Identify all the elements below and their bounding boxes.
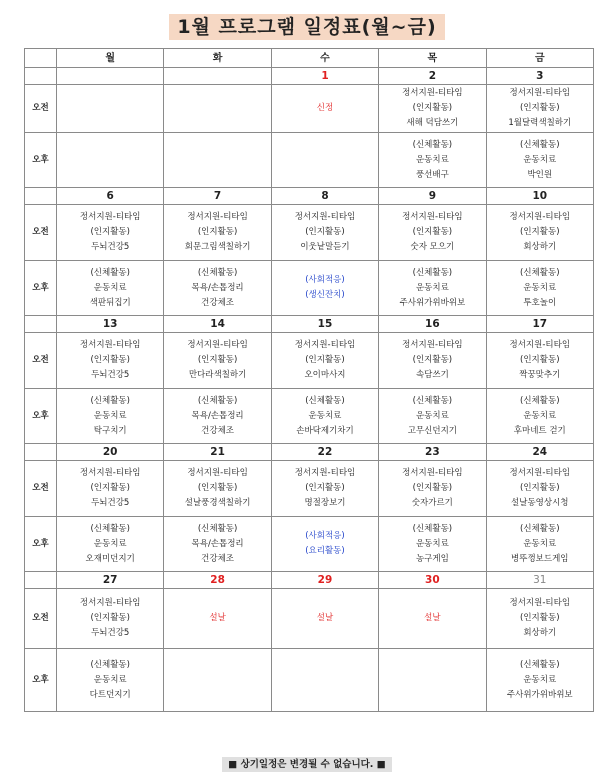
footer-wrap <box>0 752 614 772</box>
activity-line: (인지활동) <box>90 483 130 493</box>
activity-line: (신체활동) <box>90 659 130 670</box>
activity-line: (인지활동) <box>412 355 453 365</box>
morning-row <box>25 85 594 133</box>
date-number <box>164 68 271 85</box>
schedule-cell <box>379 85 486 133</box>
activity-line: 건강체조 <box>201 553 235 564</box>
activity-line: 설날 <box>316 613 334 623</box>
activity-line: (신체활동) <box>197 523 238 534</box>
afternoon-label: 오후 <box>25 389 57 444</box>
activity-line: 다트던지기 <box>89 689 131 700</box>
activity-line: 두뇌건강5 <box>91 242 130 252</box>
activity-line: 정서지원-티타임 <box>187 340 248 350</box>
activity-line: (인지활동) <box>520 103 560 113</box>
date-number: 20 <box>57 444 164 461</box>
activity-line: 운동치료 <box>93 410 127 421</box>
activity-line: 운동치료 <box>523 282 557 293</box>
activity-line: 건강체조 <box>201 425 235 436</box>
afternoon-row <box>25 517 594 572</box>
afternoon-label: 오후 <box>25 261 57 316</box>
date-number: 31 <box>486 572 593 589</box>
schedule-cell <box>379 461 486 517</box>
activity-line: (신체활동) <box>412 267 453 278</box>
activity-line: 회상하기 <box>523 242 557 252</box>
date-number: 8 <box>271 188 378 205</box>
date-number: 16 <box>379 316 486 333</box>
schedule-cell <box>164 461 271 517</box>
activity-line: 정서지원-티타임 <box>294 340 356 350</box>
activity-line: 정서지원-티타임 <box>509 598 571 608</box>
schedule-cell <box>486 389 593 444</box>
activity-line: (사회적응) <box>305 275 345 285</box>
weekday-header-row <box>25 49 594 68</box>
activity-line: 숫자가르기 <box>411 498 453 508</box>
activity-line: 박인원 <box>527 169 553 180</box>
activity-line: 고무신던지기 <box>407 425 457 436</box>
date-number: 6 <box>57 188 164 205</box>
activity-line: 운동치료 <box>523 154 557 165</box>
activity-line: 회상하기 <box>523 628 557 638</box>
schedule-cell <box>57 461 164 517</box>
activity-line: (인지활동) <box>305 483 345 493</box>
activity-line: 정서지원-티타임 <box>79 598 141 608</box>
activity-line: (신체활동) <box>520 659 560 670</box>
morning-label: 오전 <box>25 589 57 649</box>
activity-line: 운동치료 <box>415 154 449 165</box>
date-row-label <box>25 316 57 333</box>
activity-line: (인지활동) <box>412 103 453 113</box>
activity-line: 주사위가위바위보 <box>399 297 466 308</box>
morning-label: 오전 <box>25 205 57 261</box>
date-number: 28 <box>164 572 271 589</box>
activity-line: (인지활동) <box>305 355 345 365</box>
activity-line: 목욕/손톱정리 <box>191 410 244 421</box>
activity-line: 신정 <box>316 103 334 113</box>
schedule-cell <box>164 261 271 316</box>
activity-line: 운동치료 <box>523 410 557 421</box>
activity-line: (인지활동) <box>412 483 453 493</box>
schedule-cell <box>57 85 164 133</box>
activity-line: (인지활동) <box>197 355 238 365</box>
activity-line: (신체활동) <box>412 523 453 534</box>
page-title: 1월 프로그램 일정표(월~금) <box>169 14 444 40</box>
schedule-cell <box>57 389 164 444</box>
schedule-cell <box>379 205 486 261</box>
activity-line: 정서지원-티타임 <box>509 88 571 98</box>
activity-line: (신체활동) <box>197 267 238 278</box>
weekday-header: 수 <box>271 49 378 68</box>
activity-line: 속담쓰기 <box>415 370 449 380</box>
schedule-cell <box>486 461 593 517</box>
schedule-cell <box>379 517 486 572</box>
activity-line: (인지활동) <box>520 355 560 365</box>
afternoon-label: 오후 <box>25 133 57 188</box>
activity-line: 숫자 모으기 <box>410 242 455 252</box>
schedule-cell <box>271 333 378 389</box>
activity-line: 운동치료 <box>523 538 557 549</box>
schedule-cell <box>379 649 486 712</box>
activity-line: 두뇌건강5 <box>91 498 130 508</box>
activity-line: 정서지원-티타임 <box>187 468 248 478</box>
date-number: 24 <box>486 444 593 461</box>
morning-row <box>25 589 594 649</box>
activity-line: 설날 <box>424 613 441 623</box>
schedule-cell <box>379 133 486 188</box>
activity-line: 농구게임 <box>415 553 449 564</box>
schedule-cell <box>164 649 271 712</box>
weekday-header: 목 <box>379 49 486 68</box>
activity-line: (신체활동) <box>520 139 560 150</box>
schedule-cell <box>271 589 378 649</box>
date-number: 3 <box>486 68 593 85</box>
date-row <box>25 188 594 205</box>
afternoon-label: 오후 <box>25 649 57 712</box>
activity-line: 이웃낱말듣기 <box>300 242 350 252</box>
activity-line: 운동치료 <box>93 674 127 685</box>
header-corner <box>25 49 57 68</box>
activity-line: 정서지원-티타임 <box>79 468 141 478</box>
activity-line: (사회적응) <box>305 531 345 541</box>
title-wrap <box>0 14 614 40</box>
date-row-label <box>25 572 57 589</box>
activity-line: (신체활동) <box>90 395 130 406</box>
schedule-cell <box>164 517 271 572</box>
schedule-cell <box>164 205 271 261</box>
schedule-cell <box>164 333 271 389</box>
activity-line: 정서지원-티타임 <box>402 340 463 350</box>
activity-line: (신체활동) <box>305 395 345 406</box>
weekday-header: 화 <box>164 49 271 68</box>
activity-line: 주사위가위바위보 <box>506 689 573 700</box>
date-number: 23 <box>379 444 486 461</box>
schedule-cell <box>486 333 593 389</box>
afternoon-row <box>25 261 594 316</box>
schedule-cell <box>164 85 271 133</box>
activity-line: 운동치료 <box>415 410 449 421</box>
schedule-cell <box>271 389 378 444</box>
date-number: 9 <box>379 188 486 205</box>
activity-line: (인지활동) <box>197 483 238 493</box>
schedule-cell <box>57 333 164 389</box>
date-number: 30 <box>379 572 486 589</box>
activity-line: (신체활동) <box>412 139 453 150</box>
schedule-cell <box>164 389 271 444</box>
schedule-cell <box>164 589 271 649</box>
date-row-label <box>25 444 57 461</box>
schedule-cell <box>57 133 164 188</box>
activity-line: (신체활동) <box>520 267 560 278</box>
activity-line: 명절장보기 <box>304 498 346 508</box>
activity-line: 후마네트 걷기 <box>513 425 566 436</box>
date-number: 7 <box>164 188 271 205</box>
schedule-table <box>24 48 594 712</box>
date-number: 10 <box>486 188 593 205</box>
activity-line: 새해 덕담쓰기 <box>406 118 459 128</box>
date-number: 2 <box>379 68 486 85</box>
activity-line: 운동치료 <box>93 538 127 549</box>
schedule-cell <box>164 133 271 188</box>
activity-line: 운동치료 <box>415 538 449 549</box>
date-number: 27 <box>57 572 164 589</box>
activity-line: (신체활동) <box>197 395 238 406</box>
date-row-label <box>25 68 57 85</box>
activity-line: (신체활동) <box>412 395 453 406</box>
date-number: 29 <box>271 572 378 589</box>
schedule-cell <box>486 517 593 572</box>
activity-line: (신체활동) <box>520 395 560 406</box>
activity-line: 짝꿍맞추기 <box>519 370 561 380</box>
activity-line: (인지활동) <box>90 613 130 623</box>
afternoon-row <box>25 649 594 712</box>
schedule-cell <box>271 205 378 261</box>
activity-line: (인지활동) <box>412 227 453 237</box>
date-number: 14 <box>164 316 271 333</box>
activity-line: (인지활동) <box>520 483 560 493</box>
activity-line: 설날풍경색칠하기 <box>184 498 251 508</box>
activity-line: 정서지원-티타임 <box>402 468 463 478</box>
activity-line: 손바닥제기차기 <box>296 425 354 436</box>
footer-note: ■ 상기일정은 변경될 수 없습니다. ■ <box>222 757 391 772</box>
activity-line: 정서지원-티타임 <box>509 468 571 478</box>
activity-line: 정서지원-티타임 <box>509 340 571 350</box>
schedule-cell <box>271 261 378 316</box>
activity-line: 설날동영상시청 <box>511 498 569 508</box>
activity-line: 병뚜껑보드게임 <box>511 553 569 564</box>
morning-row <box>25 461 594 517</box>
date-number: 17 <box>486 316 593 333</box>
activity-line: 정서지원-티타임 <box>79 340 141 350</box>
activity-line: 정서지원-티타임 <box>294 468 356 478</box>
date-number: 13 <box>57 316 164 333</box>
activity-line: (신체활동) <box>520 523 560 534</box>
activity-line: (신체활동) <box>90 267 130 278</box>
activity-line: (인지활동) <box>520 227 560 237</box>
activity-line: (신체활동) <box>90 523 130 534</box>
schedule-cell <box>486 261 593 316</box>
date-number: 15 <box>271 316 378 333</box>
schedule-cell <box>271 133 378 188</box>
activity-line: 투호놀이 <box>523 297 557 308</box>
schedule-cell <box>57 517 164 572</box>
activity-line: 건강체조 <box>201 297 235 308</box>
date-row <box>25 68 594 85</box>
activity-line: (인지활동) <box>90 227 130 237</box>
afternoon-row <box>25 133 594 188</box>
activity-line: 설날 <box>209 613 226 623</box>
activity-line: (인지활동) <box>90 355 130 365</box>
schedule-cell <box>379 389 486 444</box>
schedule-cell <box>486 133 593 188</box>
schedule-cell <box>271 517 378 572</box>
activity-line: 정서지원-티타임 <box>79 212 141 222</box>
schedule-cell <box>57 261 164 316</box>
activity-line: (인지활동) <box>520 613 560 623</box>
date-row <box>25 572 594 589</box>
morning-label: 오전 <box>25 333 57 389</box>
activity-line: 오이마사지 <box>304 370 346 380</box>
date-row <box>25 444 594 461</box>
activity-line: 정서지원-티타임 <box>187 212 248 222</box>
activity-line: (인지활동) <box>305 227 345 237</box>
schedule-cell <box>271 461 378 517</box>
activity-line: 만다라색칠하기 <box>188 370 247 380</box>
date-number: 1 <box>271 68 378 85</box>
date-number <box>57 68 164 85</box>
schedule-cell <box>486 589 593 649</box>
activity-line: 운동치료 <box>308 410 342 421</box>
schedule-cell <box>486 205 593 261</box>
schedule-cell <box>57 205 164 261</box>
schedule-cell <box>271 85 378 133</box>
weekday-header: 금 <box>486 49 593 68</box>
activity-line: 1월달력색칠하기 <box>508 118 572 128</box>
activity-line: 풍선배구 <box>415 169 449 180</box>
activity-line: 두뇌건강5 <box>91 628 130 638</box>
activity-line: 정서지원-티타임 <box>402 88 463 98</box>
date-row <box>25 316 594 333</box>
activity-line: 운동치료 <box>93 282 127 293</box>
activity-line: 목욕/손톱정리 <box>191 282 244 293</box>
activity-line: 색판뒤집기 <box>89 297 131 308</box>
schedule-cell <box>486 85 593 133</box>
date-row-label <box>25 188 57 205</box>
morning-row <box>25 205 594 261</box>
schedule-cell <box>57 649 164 712</box>
activity-line: 목욕/손톱정리 <box>191 538 244 549</box>
activity-line: (인지활동) <box>197 227 238 237</box>
afternoon-label: 오후 <box>25 517 57 572</box>
activity-line: 회문그림색칠하기 <box>184 242 251 252</box>
morning-label: 오전 <box>25 461 57 517</box>
schedule-cell <box>271 649 378 712</box>
schedule-cell <box>379 333 486 389</box>
date-number: 21 <box>164 444 271 461</box>
activity-line: 정서지원-티타임 <box>402 212 463 222</box>
activity-line: 오재미던지기 <box>85 553 135 564</box>
activity-line: 정서지원-티타임 <box>509 212 571 222</box>
activity-line: (생신잔치) <box>305 290 345 300</box>
morning-row <box>25 333 594 389</box>
activity-line: 탁구치기 <box>93 425 127 436</box>
schedule-cell <box>486 649 593 712</box>
activity-line: 운동치료 <box>415 282 449 293</box>
activity-line: (요리활동) <box>305 546 345 556</box>
activity-line: 두뇌건강5 <box>91 370 130 380</box>
morning-label: 오전 <box>25 85 57 133</box>
activity-line: 운동치료 <box>523 674 557 685</box>
schedule-cell <box>379 261 486 316</box>
schedule-cell <box>379 589 486 649</box>
afternoon-row <box>25 389 594 444</box>
date-number: 22 <box>271 444 378 461</box>
weekday-header: 월 <box>57 49 164 68</box>
schedule-cell <box>57 589 164 649</box>
activity-line: 정서지원-티타임 <box>294 212 356 222</box>
